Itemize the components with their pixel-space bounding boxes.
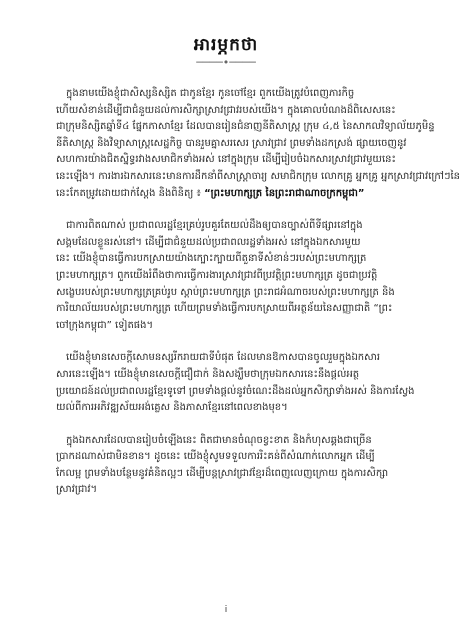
- paragraph-line: សារនេះឡើង។ យើងខ្ញុំមានសេចក្តីជឿជាក់ និងសង្ឃឹមថាក្រុមឯកសារនេះនឹងផ្តល់អត្ថ: [56, 368, 360, 380]
- paragraph-line: ចៅក្រុងកម្ពុជា” ទៀតផង។: [56, 319, 154, 331]
- paragraph-3: [56, 350, 414, 416]
- paragraph-line: យល់ពីការអភិវឌ្ឍស័យអង់គ្លេស និងភាសាខ្មែរនៅពេលខាងមុខ។: [56, 402, 288, 414]
- emphasized-quote: “ព្រះមហាក្សត្រ នៃព្រះរាជាណាចក្រកម្ពុជា”: [204, 187, 365, 199]
- paragraph-1: [56, 86, 460, 202]
- paragraph-line: ការិយាល័យរបស់ព្រះមហាក្សត្រ ហើយព្រមទាំងធ្វើការបកស្រាយពីអត្ថន័យនៃសញ្ញាជាតិ “ព្រះ: [56, 303, 393, 315]
- paragraph-line: ស្រាវជ្រាវ។: [56, 484, 98, 496]
- page-title: អារម្ភកថា: [193, 35, 259, 55]
- paragraph-2: [56, 218, 414, 334]
- paragraph-line: នេះឡើង។ ការងារឯកសារនេះមានការដឹកនាំពីសាស្ត្រាចារ្យ សមាជិកក្រុម លោកគ្រូ អ្នកគ្រូ អ្នកស្រាវជ្រាវក្រៅៗនៃ: [56, 170, 460, 182]
- paragraph-line: សង្ខេបរបស់ព្រះមហាក្សត្រគ្រប់រូប ស្តាប់ព្រះមហាក្សត្រ ព្រះរាជអំណាចរបស់ព្រះមហាក្សត្រ និង: [56, 286, 395, 298]
- paragraph-line: ប្រាកដណាស់ជាមិនខាន។ ដូចនេះ យើងខ្ញុំសូមទទួលការរិះគន់ពីសំណាក់លោកអ្នក ដើម្បី: [56, 451, 375, 463]
- document-body: [56, 86, 460, 515]
- paragraph-line: ប្រយោជន៍ដល់ប្រជាពលរដ្ឋខ្មែរទូទៅ ព្រមទាំងផ្តល់នូវចំណេះដឹងដល់អ្នកសិក្សាទាំងអស់ និងការស្វែង: [56, 385, 415, 397]
- paragraph-line: ជាក្រុមនិស្សិតឆ្នាំទី៤ ផ្នែកភាសាខ្មែរ ដែលបានរៀនជំនាញនីតិសាស្ត្រ ក្រុម ៤,៥ នៃសាកលវិទ្យាល័យភូមិន្ទ: [56, 121, 435, 133]
- paragraph-line: ក្នុងឯកសារដែលបានរៀបចំឡើងនេះ ពិតជាមានចំណុចខ្វះខាត និងកំហុសឆ្គងជាច្រើន: [66, 434, 372, 446]
- paragraph-line: នេះ យើងខ្ញុំបានធ្វើការបកស្រាយយ៉ាងក្បោះក្បាយពីតួនាទីសំខាន់ៗរបស់ព្រះមហាក្សត្រ: [56, 253, 367, 265]
- title-ornament-divider: ────•────: [196, 56, 256, 69]
- paragraph-line: កែលម្អ ព្រមទាំងបន្ថែមនូវគំនិតល្អៗ ដើម្បីបន្តស្រាវជ្រាវខ្មែរដ៏ពេញលេញក្រោយ ក្នុងការសិក្សា: [56, 467, 389, 479]
- paragraph-line: ជាការពិតណាស់ ប្រជាពលរដ្ឋខ្មែរគ្រប់រូបគួរតែយល់ដឹងឲ្យបានច្បាស់ពីទីផ្សារនៅក្នុង: [66, 220, 363, 232]
- paragraph-line: យើងខ្ញុំមានសេចក្តីសោមនស្សរីករាយជាទីបំផុត ដែលមានឱកាសបានចូលរួមក្នុងឯកសារ: [66, 352, 381, 364]
- paragraph-line: សង្គមដែលខ្លួនរស់នៅ។ ដើម្បីជាជំនួយដល់ប្រជាពលរដ្ឋទាំងអស់ នៅក្នុងឯកសារមួយ: [56, 236, 361, 248]
- paragraph-line: សហការយ៉ាងជិតស្និទ្ធរវាងសមាជិកទាំងអស់ នៅក្នុងក្រុម ដើម្បីរៀបចំឯកសារស្រាវជ្រាវមួយនេះ: [56, 154, 396, 166]
- paragraph-line: ហើយសំខាន់ដើម្បីជាជំនួយដល់ការសិក្សាស្រាវជ្រាវរបស់យើង។ ក្នុងគោលបំណងដ៏ពិសេសនេះ: [56, 104, 396, 116]
- page-number: i: [224, 605, 228, 615]
- paragraph-line: ព្រះមហាក្សត្រ។ ពួកយើងរំពឹងថាការធ្វើការងារស្រាវជ្រាវពីប្រវត្តិព្រះមហាក្សត្រ ដូចជាប្រវត្តិ: [56, 269, 378, 281]
- paragraph-line: ក្នុងនាមយើងខ្ញុំជាសិស្សនិស្សិត ជាកូនខ្មែរ កូនចៅខ្មែរ ពួកយើងត្រូវបំពេញភារកិច្ច: [66, 88, 355, 99]
- paragraph-line-text: នេះកែតម្រូវដោយជាក់ស្តែង និងពិនិត្យ ៖: [56, 187, 205, 199]
- paragraph-line: នីតិសាស្ត្រ និងវិទ្យាសាស្ត្រសេដ្ឋកិច្ច បានរួមគ្នាសរសេរ ស្រាវជ្រាវ ព្រមទាំងដកស្រង់ ផ្សាយចេញនូវ: [56, 137, 407, 149]
- paragraph-4: [56, 433, 414, 499]
- paragraph-line-with-emphasis: [56, 186, 414, 203]
